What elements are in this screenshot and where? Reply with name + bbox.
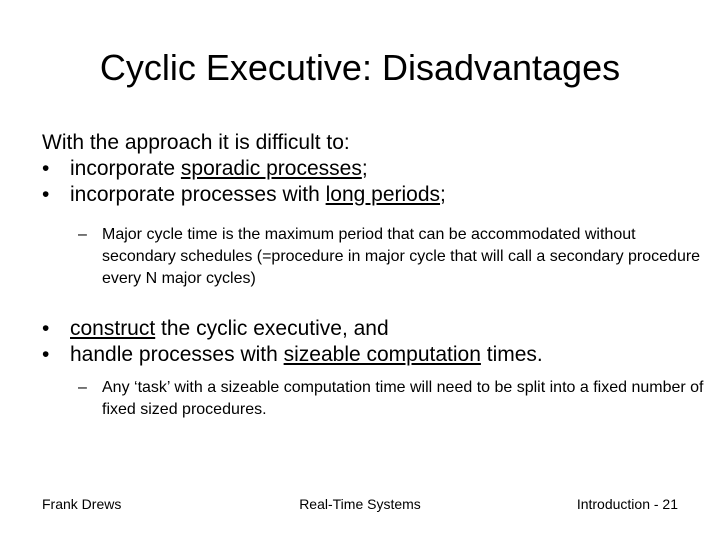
footer-author: Frank Drews: [42, 496, 122, 512]
bullet-item-long-periods: [42, 182, 702, 208]
underlined-term: construct: [70, 317, 156, 340]
sub-bullet-task-split: [78, 377, 720, 421]
sub-bullet-text: Major cycle time is the maximum period that can be accommodated without secondary schedules (=procedure in major cycle that will call a secondary procedure every N major cycles): [102, 226, 701, 287]
bullet-text: ;: [440, 183, 446, 206]
sub-bullet-major-cycle: [78, 224, 702, 290]
bullet-symbol: •: [42, 343, 50, 366]
sub-bullet-text: Any ‘task’ with a sizeable computation time will need to be split into a fixed number of fixed sized procedures.: [102, 379, 704, 418]
intro-text: With the approach it is difficult to:: [42, 131, 350, 154]
bullet-text: ;: [361, 157, 368, 180]
underlined-term: sporadic processes: [180, 157, 362, 180]
bullet-text: incorporate processes with: [70, 183, 326, 206]
dash-symbol: –: [78, 379, 87, 396]
underlined-term: long periods: [325, 183, 441, 206]
bullet-item-sizeable: [42, 342, 702, 368]
underlined-term: sizeable computation: [283, 343, 481, 366]
bullet-item-construct: [42, 316, 702, 342]
bullet-symbol: •: [42, 183, 50, 206]
bullet-text: the cyclic executive, and: [155, 317, 389, 340]
bullet-symbol: •: [42, 317, 50, 340]
dash-symbol: –: [78, 226, 87, 243]
bullet-list-2: [42, 316, 702, 368]
bullet-text: times.: [480, 343, 543, 366]
bullet-item-sporadic: [42, 156, 702, 182]
bullet-list-1: [42, 156, 702, 208]
footer-page-number: Introduction - 21: [576, 496, 678, 512]
bullet-text: incorporate: [70, 157, 181, 180]
footer-course: Real-Time Systems: [299, 496, 421, 512]
bullet-symbol: •: [42, 157, 50, 180]
slide-title: Cyclic Executive: Disadvantages: [99, 47, 621, 88]
bullet-text: handle processes with: [70, 343, 284, 366]
